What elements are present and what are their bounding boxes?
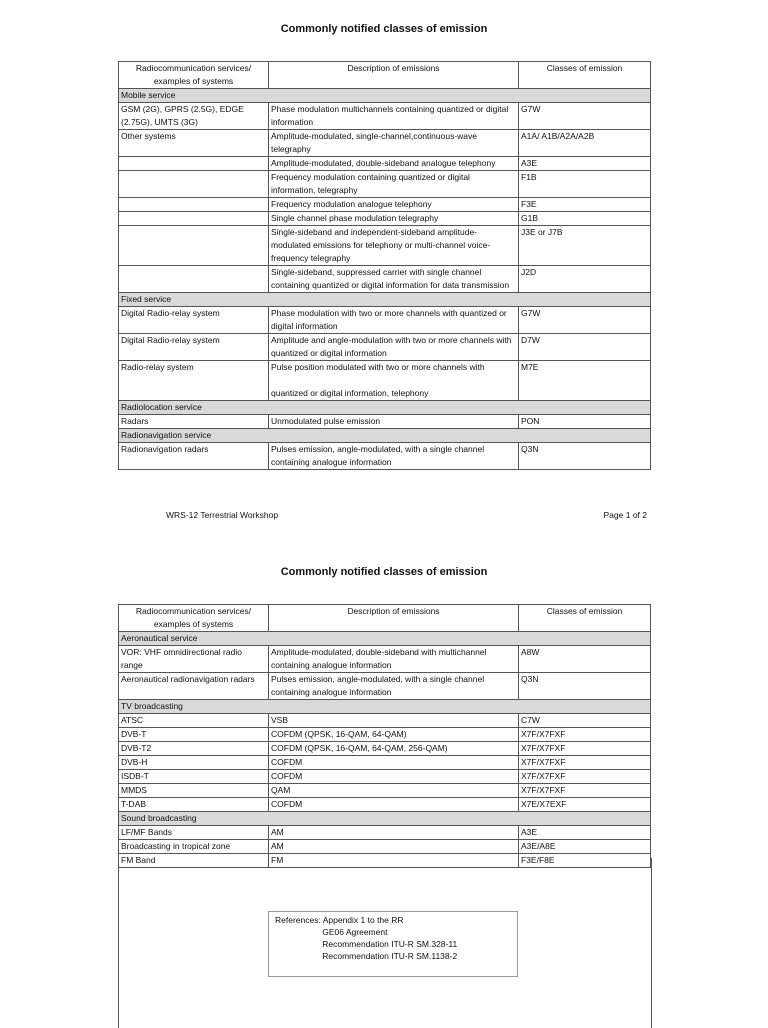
reference-line: References: Appendix 1 to the RR [275, 915, 404, 925]
column-header-service: Radiocommunication services/ examples of systems [119, 605, 269, 632]
description-cell: Phase modulation with two or more channels with quantized or digital information [269, 307, 519, 334]
class-cell: F3E [519, 198, 651, 212]
table-row [119, 646, 651, 673]
column-header-service: Radiocommunication services/ examples of systems [119, 62, 269, 89]
description-cell: Pulses emission, angle-modulated, with a single channel containing analogue information [269, 673, 519, 700]
section-heading: Sound broadcasting [119, 812, 651, 826]
table-row [119, 198, 651, 212]
column-header-description: Description of emissions [269, 62, 519, 89]
description-cell: Amplitude-modulated, double-sideband analogue telephony [269, 157, 519, 171]
service-cell: DVB-T2 [119, 742, 269, 756]
description-cell: COFDM [269, 756, 519, 770]
section-heading: TV broadcasting [119, 700, 651, 714]
emission-table [118, 604, 651, 868]
table-row [119, 798, 651, 812]
section-heading: Radiolocation service [119, 401, 651, 415]
description-cell: Phase modulation multichannels containing quantized or digital information [269, 103, 519, 130]
class-cell: X7F/X7FXF [519, 728, 651, 742]
footer-page-number: Page 1 of 2 [603, 510, 647, 520]
description-cell: Pulses emission, angle-modulated, with a single channel containing analogue information [269, 443, 519, 470]
description-cell: COFDM [269, 770, 519, 784]
table-row [119, 157, 651, 171]
description-cell: Single-sideband, suppressed carrier with single channel containing quantized or digital information for data transmission [269, 266, 519, 293]
service-cell: ISDB-T [119, 770, 269, 784]
section-heading: Mobile service [119, 89, 651, 103]
table-row [119, 103, 651, 130]
class-cell: A3E/A8E [519, 840, 651, 854]
class-cell: F1B [519, 171, 651, 198]
service-cell [119, 266, 269, 293]
page-title: Commonly notified classes of emission [280, 566, 488, 578]
table-row [119, 673, 651, 700]
description-cell: COFDM (QPSK, 16-QAM, 64-QAM, 256-QAM) [269, 742, 519, 756]
table-row [119, 266, 651, 293]
service-cell: ATSC [119, 714, 269, 728]
service-cell: Broadcasting in tropical zone [119, 840, 269, 854]
description-cell: Single channel phase modulation telegraphy [269, 212, 519, 226]
description-cell: Unmodulated pulse emission [269, 415, 519, 429]
class-cell: X7F/X7FXF [519, 784, 651, 798]
description-cell: COFDM (QPSK, 16-QAM, 64-QAM) [269, 728, 519, 742]
service-cell: VOR: VHF omnidirectional radio range [119, 646, 269, 673]
description-cell: AM [269, 826, 519, 840]
class-cell: X7F/X7FXF [519, 742, 651, 756]
class-cell: C7W [519, 714, 651, 728]
description-cell: Amplitude-modulated, single-channel,continuous-wave telegraphy [269, 130, 519, 157]
service-cell: FM Band [119, 854, 269, 868]
service-cell: Digital Radio-relay system [119, 334, 269, 361]
table-row [119, 443, 651, 470]
table-header-row [119, 605, 651, 632]
service-cell [119, 171, 269, 198]
service-cell: LF/MF Bands [119, 826, 269, 840]
description-cell: VSB [269, 714, 519, 728]
class-cell: A1A/ A1B/A2A/A2B [519, 130, 651, 157]
section-row [119, 429, 651, 443]
reference-line: Recommendation ITU-R SM.1138-2 [275, 951, 458, 961]
column-header-description: Description of emissions [269, 605, 519, 632]
class-cell: D7W [519, 334, 651, 361]
table-row [119, 728, 651, 742]
service-cell: Radio-relay system [119, 361, 269, 401]
section-heading: Aeronautical service [119, 632, 651, 646]
reference-line: GE06 Agreement [275, 927, 388, 937]
table-row [119, 334, 651, 361]
class-cell: G7W [519, 103, 651, 130]
description-cell: FM [269, 854, 519, 868]
class-cell: PON [519, 415, 651, 429]
service-cell: Aeronautical radionavigation radars [119, 673, 269, 700]
description-cell: Single-sideband and independent-sideband amplitude-modulated emissions for telephony or multi-channel voice-frequency telegraphy [269, 226, 519, 266]
emission-table [118, 61, 651, 470]
service-cell [119, 212, 269, 226]
table-row [119, 130, 651, 157]
class-cell: Q3N [519, 673, 651, 700]
footer-workshop: WRS-12 Terrestrial Workshop [166, 510, 279, 520]
service-cell: T-DAB [119, 798, 269, 812]
service-cell: Radionavigation radars [119, 443, 269, 470]
table-row [119, 770, 651, 784]
column-header-class: Classes of emission [519, 62, 651, 89]
table-row [119, 307, 651, 334]
section-heading: Fixed service [119, 293, 651, 307]
service-cell: Digital Radio-relay system [119, 307, 269, 334]
table-header-row [119, 62, 651, 89]
section-row [119, 632, 651, 646]
class-cell: Q3N [519, 443, 651, 470]
service-cell: MMDS [119, 784, 269, 798]
class-cell: X7E/X7EXF [519, 798, 651, 812]
class-cell: A3E [519, 157, 651, 171]
reference-line: Recommendation ITU-R SM.328-11 [275, 939, 458, 949]
table-row [119, 742, 651, 756]
section-row [119, 401, 651, 415]
service-cell: Other systems [119, 130, 269, 157]
description-cell: Frequency modulation containing quantized or digital information, telegraphy [269, 171, 519, 198]
service-cell: DVB-T [119, 728, 269, 742]
service-cell: GSM (2G), GPRS (2.5G), EDGE (2.75G), UMTS (3G) [119, 103, 269, 130]
section-row [119, 293, 651, 307]
table-row [119, 756, 651, 770]
table-row [119, 784, 651, 798]
class-cell: F3E/F8E [519, 854, 651, 868]
table-row [119, 714, 651, 728]
table-row [119, 415, 651, 429]
class-cell: M7E [519, 361, 651, 401]
description-cell: AM [269, 840, 519, 854]
service-cell [119, 198, 269, 212]
class-cell: A8W [519, 646, 651, 673]
class-cell: J2D [519, 266, 651, 293]
description-cell: Amplitude and angle-modulation with two or more channels with quantized or digital information [269, 334, 519, 361]
class-cell: G1B [519, 212, 651, 226]
service-cell [119, 157, 269, 171]
table-row [119, 226, 651, 266]
column-header-class: Classes of emission [519, 605, 651, 632]
table-row [119, 361, 651, 401]
description-cell: Pulse position modulated with two or more channels with quantized or digital information, telephony [269, 361, 519, 401]
section-row [119, 700, 651, 714]
table-row [119, 171, 651, 198]
service-cell [119, 226, 269, 266]
class-cell: A3E [519, 826, 651, 840]
table-row [119, 212, 651, 226]
description-cell: COFDM [269, 798, 519, 812]
table-row [119, 840, 651, 854]
section-heading: Radionavigation service [119, 429, 651, 443]
page-title: Commonly notified classes of emission [280, 23, 488, 35]
class-cell: G7W [519, 307, 651, 334]
references-box [268, 911, 518, 977]
class-cell: X7F/X7FXF [519, 756, 651, 770]
table-row [119, 826, 651, 840]
class-cell: J3E or J7B [519, 226, 651, 266]
service-cell: DVB-H [119, 756, 269, 770]
description-cell: Amplitude-modulated, double-sideband with multichannel containing analogue information [269, 646, 519, 673]
section-row [119, 89, 651, 103]
service-cell: Radars [119, 415, 269, 429]
class-cell: X7F/X7FXF [519, 770, 651, 784]
description-cell: Frequency modulation analogue telephony [269, 198, 519, 212]
description-cell: QAM [269, 784, 519, 798]
section-row [119, 812, 651, 826]
